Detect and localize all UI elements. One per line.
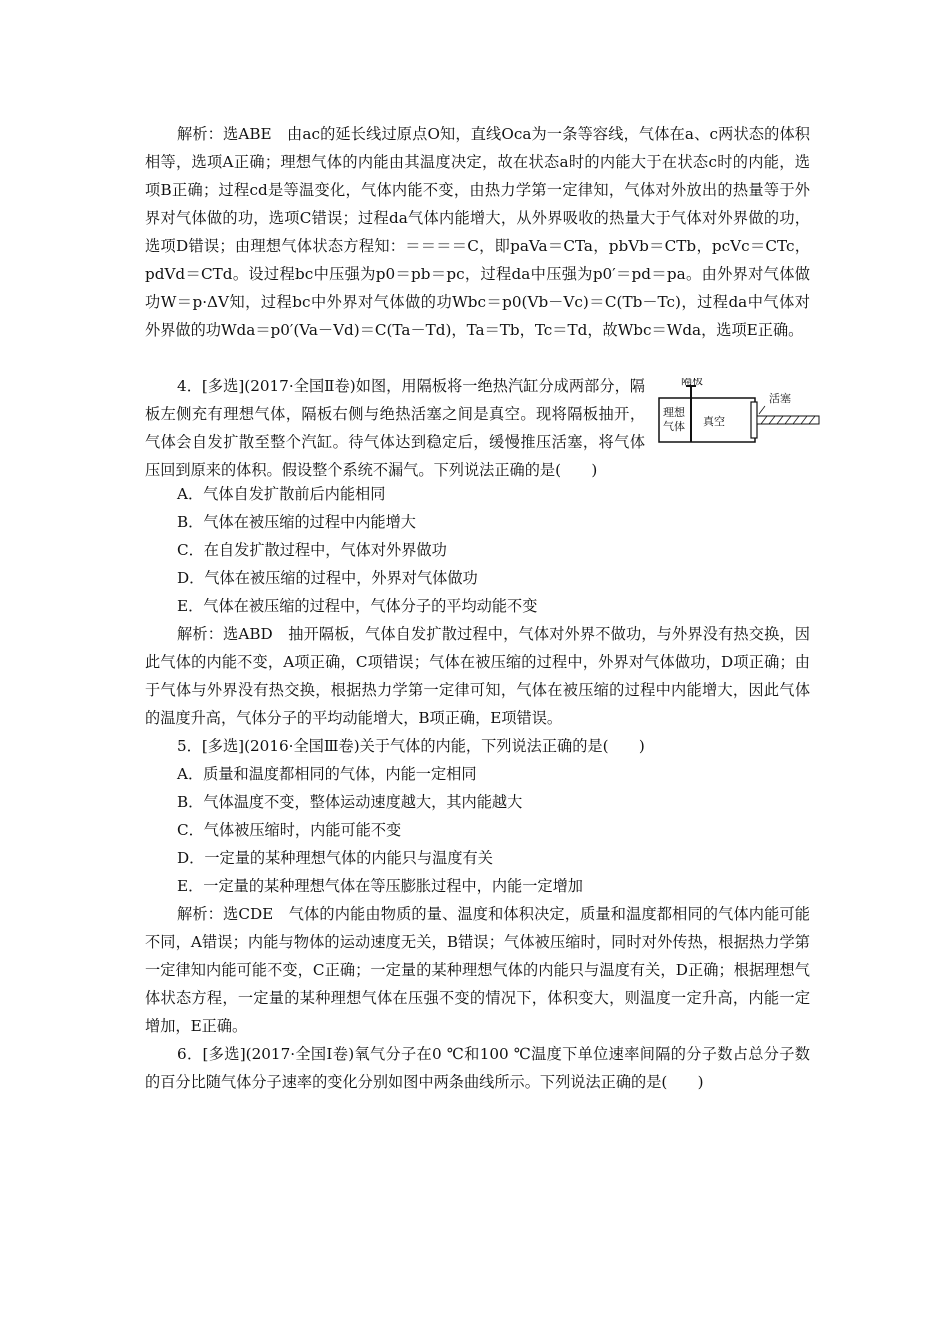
q6-stem: 6．[多选](2017·全国Ⅰ卷)氧气分子在0 ℃和100 ℃温度下单位速率间隔的分子数占总分子数的百分比随气体分子速率的变化分别如图中两条曲线所示。下列说法正确的是( ) <box>145 1045 810 1091</box>
q4-cylinder-figure <box>655 378 825 448</box>
gas-label: 理想气体 <box>663 406 685 433</box>
q4-option-e: E．气体在被压缩的过程中，气体分子的平均动能不变 <box>177 597 538 615</box>
q5-option-b: B．气体温度不变，整体运动速度越大，其内能越大 <box>177 793 523 811</box>
piston <box>751 402 757 438</box>
q5-option-e: E．一定量的某种理想气体在等压膨胀过程中，内能一定增加 <box>177 877 583 895</box>
q5-solution: 解析：选CDE 气体的内能由物质的量、温度和体积决定，质量和温度都相同的气体内能可能不同，A错误；内能与物体的运动速度无关，B错误；气体被压缩时，同时对外传热，根据热力学第一定律知内能可能不变，C正确；一定量的某种理想气体的内能只与温度有关，D正确；根据理想气体状态方程，一定量的某种理想气体在压强不变的情况下，体积变大，则温度一定升高，内能一定增加，E正确。 <box>145 905 810 1035</box>
partition-label: 隔板 <box>681 378 703 387</box>
q4-stem: 4．[多选](2017·全国Ⅱ卷)如图，用隔板将一绝热汽缸分成两部分，隔板左侧充有理想气体，隔板右侧与绝热活塞之间是真空。现将隔板抽开，气体会自发扩散至整个汽缸。待气体达到稳定后，缓慢推压活塞，将气体压回到原来的体积。假设整个系统不漏气。下列说法正确的是( ) <box>145 377 645 479</box>
q4-option-c: C．在自发扩散过程中，气体对外界做功 <box>177 541 447 559</box>
piston-label: 活塞 <box>769 392 791 405</box>
q3-solution: 解析：选ABE 由ac的延长线过原点O知，直线Oca为一条等容线，气体在a、c两状态的体积相等，选项A正确；理想气体的内能由其温度决定，故在状态a时的内能大于在状态c时的内能，选项B正确；过程cd是等温变化，气体内能不变，由热力学第一定律知，气体对外放出的热量等于外界对气体做的功，选项C错误；过程da气体内能增大，从外界吸收的热量大于气体对外界做的功，选项D错误；由理想气体状态方程知：＝＝＝＝C，即paVa＝CTa，pbVb＝CTb，pcVc＝CTc，pdVd＝CTd。设过程bc中压强为p0＝pb＝pc，过程da中压强为p0′＝pd＝pa。由外界对气体做功W＝p·ΔV知，过程bc中外界对气体做的功Wbc＝p0(Vb－Vc)＝C(Tb－Tc)，过程da中气体对外界做的功Wda＝p0′(Va－Vd)＝C(Ta－Td)，Ta＝Tb，Tc＝Td，故Wbc＝Wda，选项E正确。 <box>145 125 810 339</box>
q5-option-d: D．一定量的某种理想气体的内能只与温度有关 <box>177 849 493 867</box>
q5-stem: 5．[多选](2016·全国Ⅲ卷)关于气体的内能，下列说法正确的是( ) <box>177 737 645 755</box>
vacuum-label: 真空 <box>703 415 725 428</box>
q5-option-a: A．质量和温度都相同的气体，内能一定相同 <box>177 765 477 783</box>
q4-option-a: A．气体自发扩散前后内能相同 <box>177 485 386 503</box>
q4-option-b: B．气体在被压缩的过程中内能增大 <box>177 513 416 531</box>
q5-option-c: C．气体被压缩时，内能可能不变 <box>177 821 402 839</box>
q4-solution: 解析：选ABD 抽开隔板，气体自发扩散过程中，气体对外界不做功，与外界没有热交换，因此气体的内能不变，A项正确，C项错误；气体在被压缩的过程中，外界对气体做功，D项正确；由于气体与外界没有热交换，根据热力学第一定律可知，气体在被压缩的过程中内能增大，因此气体的温度升高，气体分子的平均动能增大，B项正确，E项错误。 <box>145 625 810 727</box>
q4-option-d: D．气体在被压缩的过程中，外界对气体做功 <box>177 569 478 587</box>
